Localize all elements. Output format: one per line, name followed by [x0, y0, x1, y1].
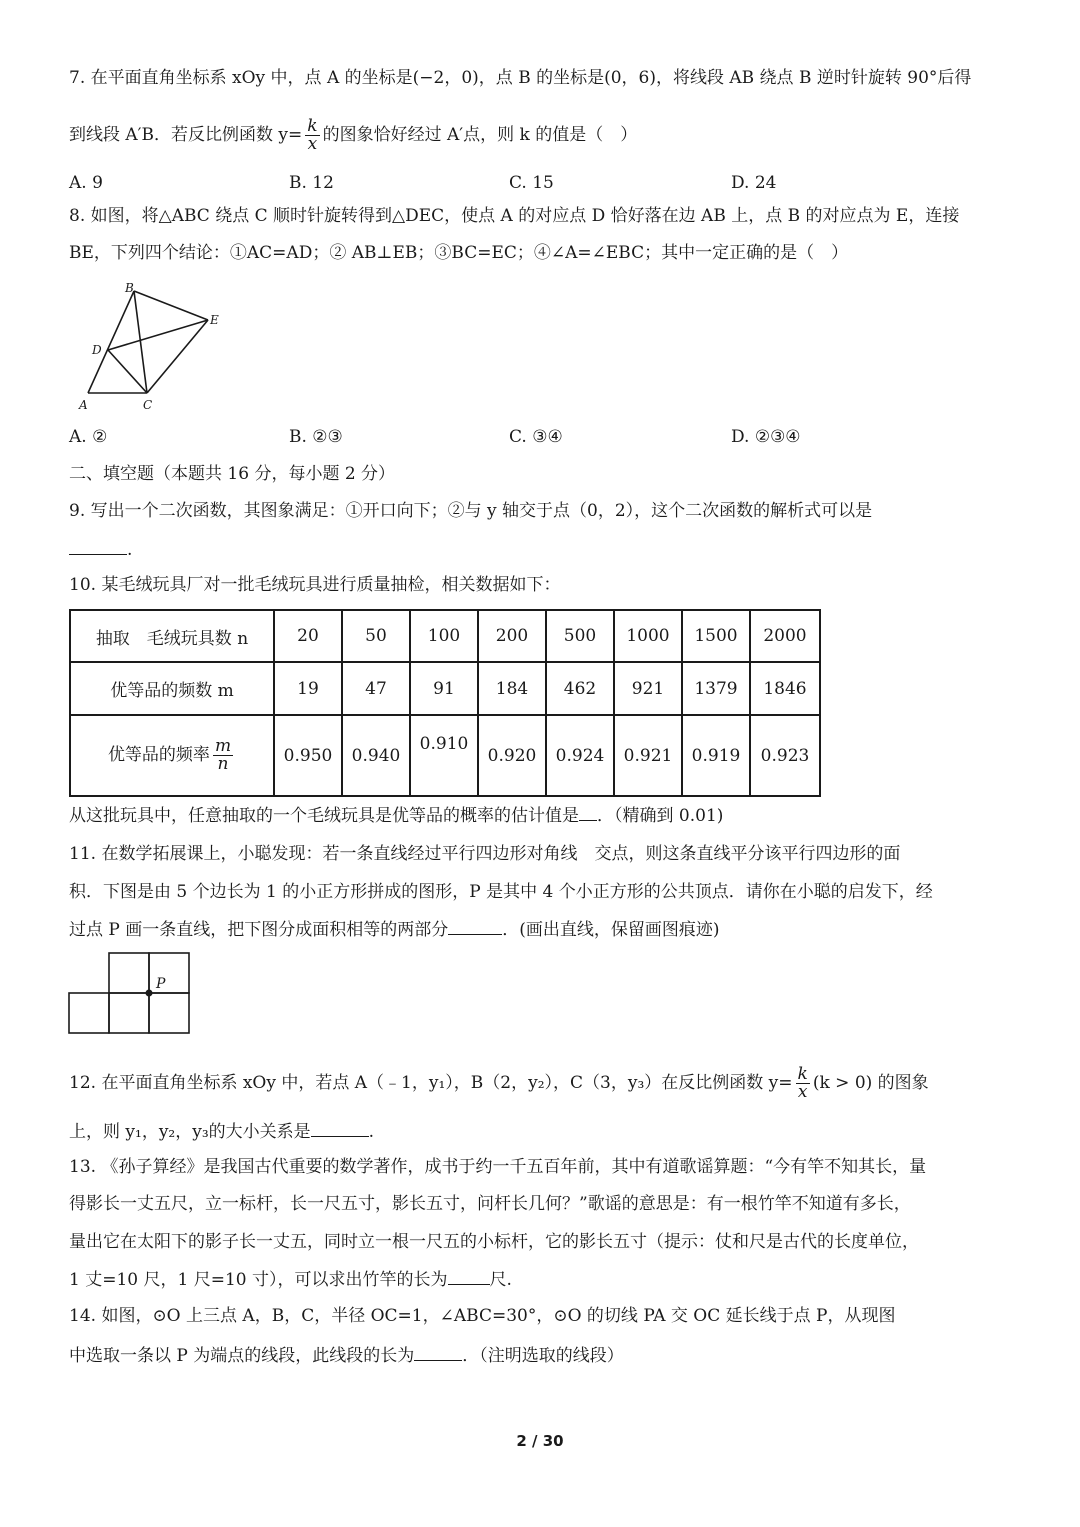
- row-header-excellent-count: 优等品的频数 m: [70, 662, 274, 715]
- table-cell: 200: [478, 610, 546, 662]
- table-cell: 47: [342, 662, 410, 715]
- q7-option-d: D. 24: [731, 173, 777, 193]
- q12-fraction: [796, 1066, 810, 1101]
- row-header-sample-size: [70, 610, 274, 662]
- q10-line-after: [69, 802, 723, 828]
- square: [149, 993, 189, 1033]
- section-heading: 二、填空题（本题共 16 分，每小题 2 分）: [69, 464, 396, 484]
- rate-fraction: [213, 738, 233, 773]
- table-cell: 0.924: [546, 715, 614, 796]
- table-cell: 921: [614, 662, 682, 715]
- table-cell: 1000: [614, 610, 682, 662]
- q11-line3: [69, 916, 720, 942]
- q13-line3: 量出它在太阳下的影子长一丈五，同时立一根一尺五的小标杆，它的影长五寸（提示：仗和尺是古代的长度单位，: [69, 1232, 919, 1252]
- q12-line1-pre: 12. 在平面直角坐标系 xOy 中，若点 A（﹣1，y₁），B（2，y₂），C（3，y₃）在反比例函数 y=: [69, 1073, 793, 1093]
- q12-line2-pre: 上，则 y₁，y₂，y₃的大小关系是: [69, 1122, 311, 1142]
- q9-line1: 9. 写出一个二次函数，其图象满足：①开口向下；②与 y 轴交于点（0，2），这个二次函数的解析式可以是: [69, 501, 873, 521]
- table-row-excellent-rate: [70, 715, 820, 796]
- table-cell: 50: [342, 610, 410, 662]
- q12-line1: [69, 1066, 929, 1101]
- q14-answer-blank[interactable]: [414, 1342, 462, 1361]
- q8-option-c: C. ③④: [509, 427, 563, 447]
- q12-frac-num: k: [797, 1064, 808, 1084]
- table-cell: 100: [410, 610, 478, 662]
- q12-answer-blank[interactable]: [311, 1118, 369, 1137]
- table-cell: 1500: [682, 610, 750, 662]
- square: [149, 953, 189, 993]
- q14-line2: [69, 1342, 624, 1368]
- q13-line4: [69, 1266, 512, 1292]
- quality-table: [69, 609, 821, 797]
- q9-answer-blank[interactable]: [69, 536, 127, 555]
- square: [109, 993, 149, 1033]
- table-cell: 0.950: [274, 715, 342, 796]
- table-cell: 0.921: [614, 715, 682, 796]
- table-cell: 0.923: [750, 715, 820, 796]
- segment-de: [108, 320, 208, 350]
- q8-line2: BE，下列四个结论：①AC=AD；② AB⊥EB；③BC=EC；④∠A=∠EBC；其中一定正确的是（ ）: [69, 243, 849, 263]
- q11-line1: 11. 在数学拓展课上，小聪发现：若一条直线经过平行四边形对角线 交点，则这条直线平分该平行四边形的面: [69, 844, 901, 864]
- q7-line1: 7. 在平面直角坐标系 xOy 中，点 A 的坐标是(−2，0)，点 B 的坐标是(0，6)，将线段 AB 绕点 B 逆时针旋转 90°后得: [69, 68, 972, 88]
- rate-frac-num: m: [214, 736, 232, 756]
- row-header-excellent-rate: [70, 715, 274, 796]
- q12-line2-post: .: [368, 1122, 375, 1142]
- q12-line1-post: (k > 0) 的图象: [812, 1073, 929, 1093]
- q13-line2: 得影长一丈五尺，立一标杆，长一尺五寸，影长五寸，问杆长几何？”歌谣的意思是：有一根竹竿不知道有多长，: [69, 1194, 911, 1214]
- row-header-sample-size-text: 抽取 毛绒玩具数 n: [95, 628, 249, 649]
- table-cell: 500: [546, 610, 614, 662]
- label-e: E: [210, 313, 219, 327]
- q8-figure: [70, 280, 230, 415]
- square: [69, 993, 109, 1033]
- q8-option-a: A. ②: [69, 427, 108, 447]
- q7-option-a: A. 9: [69, 173, 103, 193]
- table-cell: 462: [546, 662, 614, 715]
- label-d: D: [92, 343, 102, 357]
- table-cell: 19: [274, 662, 342, 715]
- table-cell: 2000: [750, 610, 820, 662]
- row-header-rate-text: 优等品的频率: [107, 745, 210, 765]
- table-cell: 91: [410, 662, 478, 715]
- table-cell: 0.940: [342, 715, 410, 796]
- q11-line3-pre: 过点 P 画一条直线，把下图分成面积相等的两部分: [69, 920, 449, 940]
- q14-line2-pre: 中选取一条以 P 为端点的线段，此线段的长为: [69, 1346, 415, 1366]
- rate-frac-den: n: [217, 754, 229, 774]
- table-row-excellent-count: [70, 662, 820, 715]
- label-b: B: [125, 281, 134, 295]
- q12-frac-den: x: [797, 1082, 808, 1102]
- q7-frac-num: k: [307, 116, 318, 136]
- segment-be: [134, 291, 208, 320]
- q7-option-c: C. 15: [509, 173, 554, 193]
- q8-line1: 8. 如图，将△ABC 绕点 C 顺时针旋转得到△DEC，使点 A 的对应点 D 恰好落在边 AB 上，点 B 的对应点为 E，连接: [69, 206, 960, 226]
- q9-line2: [69, 536, 132, 562]
- q7-line2: [69, 118, 637, 153]
- q12-line2: [69, 1118, 374, 1144]
- q14-line1: 14. 如图，⊙O 上三点 A，B，C，半径 OC=1，∠ABC=30°，⊙O 的切线 PA 交 OC 延长线于点 P，从现图: [69, 1306, 896, 1326]
- q11-line3-post: ．(画出直线，保留画图痕迹): [502, 920, 720, 940]
- q11-squares-figure: [67, 950, 193, 1036]
- q7-frac-den: x: [307, 134, 318, 154]
- q7-line2-post: 的图象恰好经过 A′点，则 k 的值是（ ）: [322, 125, 638, 145]
- q10-after-pre: 从这批玩具中，任意抽取的一个毛绒玩具是优等品的概率的估计值是: [69, 806, 579, 826]
- table-cell: 0.910: [410, 715, 478, 796]
- label-c: C: [143, 398, 153, 412]
- q8-option-b: B. ②③: [289, 427, 343, 447]
- table-cell: 184: [478, 662, 546, 715]
- square: [109, 953, 149, 993]
- point-p-label: P: [156, 976, 166, 992]
- q10-line1: 10. 某毛绒玩具厂对一批毛绒玩具进行质量抽检，相关数据如下：: [69, 575, 561, 595]
- q10-after-post: ．（精确到 0.01): [597, 806, 724, 826]
- q14-line2-post: ．（注明选取的线段）: [462, 1346, 624, 1366]
- q7-fraction: [305, 118, 319, 153]
- table-cell: 0.920: [478, 715, 546, 796]
- q13-answer-blank[interactable]: [448, 1266, 490, 1285]
- table-row-sample-size: [70, 610, 820, 662]
- q7-option-b: B. 12: [289, 173, 334, 193]
- q7-line2-pre: 到线段 A′B．若反比例函数 y=: [69, 125, 303, 145]
- q13-line4-post: 尺.: [489, 1270, 512, 1290]
- table-cell: 1379: [682, 662, 750, 715]
- segment-ab: [88, 291, 134, 393]
- label-a: A: [79, 398, 88, 412]
- segment-dc: [108, 350, 147, 393]
- q10-answer-blank[interactable]: [579, 802, 597, 821]
- q11-answer-blank[interactable]: [448, 916, 502, 935]
- q9-line2-end: .: [127, 540, 133, 560]
- table-cell: 0.919: [682, 715, 750, 796]
- q11-line2: 积．下图是由 5 个边长为 1 的小正方形拼成的图形，P 是其中 4 个小正方形的公共顶点．请你在小聪的启发下，经: [69, 882, 933, 902]
- point-p[interactable]: [146, 990, 153, 997]
- q13-line4-pre: 1 丈=10 尺，1 尺=10 寸），可以求出竹竿的长为: [69, 1270, 448, 1290]
- segment-ec: [147, 320, 208, 393]
- table-cell: 20: [274, 610, 342, 662]
- q13-line1: 13. 《孙子算经》是我国古代重要的数学著作，成书于约一千五百年前，其中有道歌谣算题：“今有竿不知其长，量: [69, 1157, 927, 1177]
- table-cell: 1846: [750, 662, 820, 715]
- q8-option-d: D. ②③④: [731, 427, 801, 447]
- page-number: 2 / 30: [516, 1432, 564, 1450]
